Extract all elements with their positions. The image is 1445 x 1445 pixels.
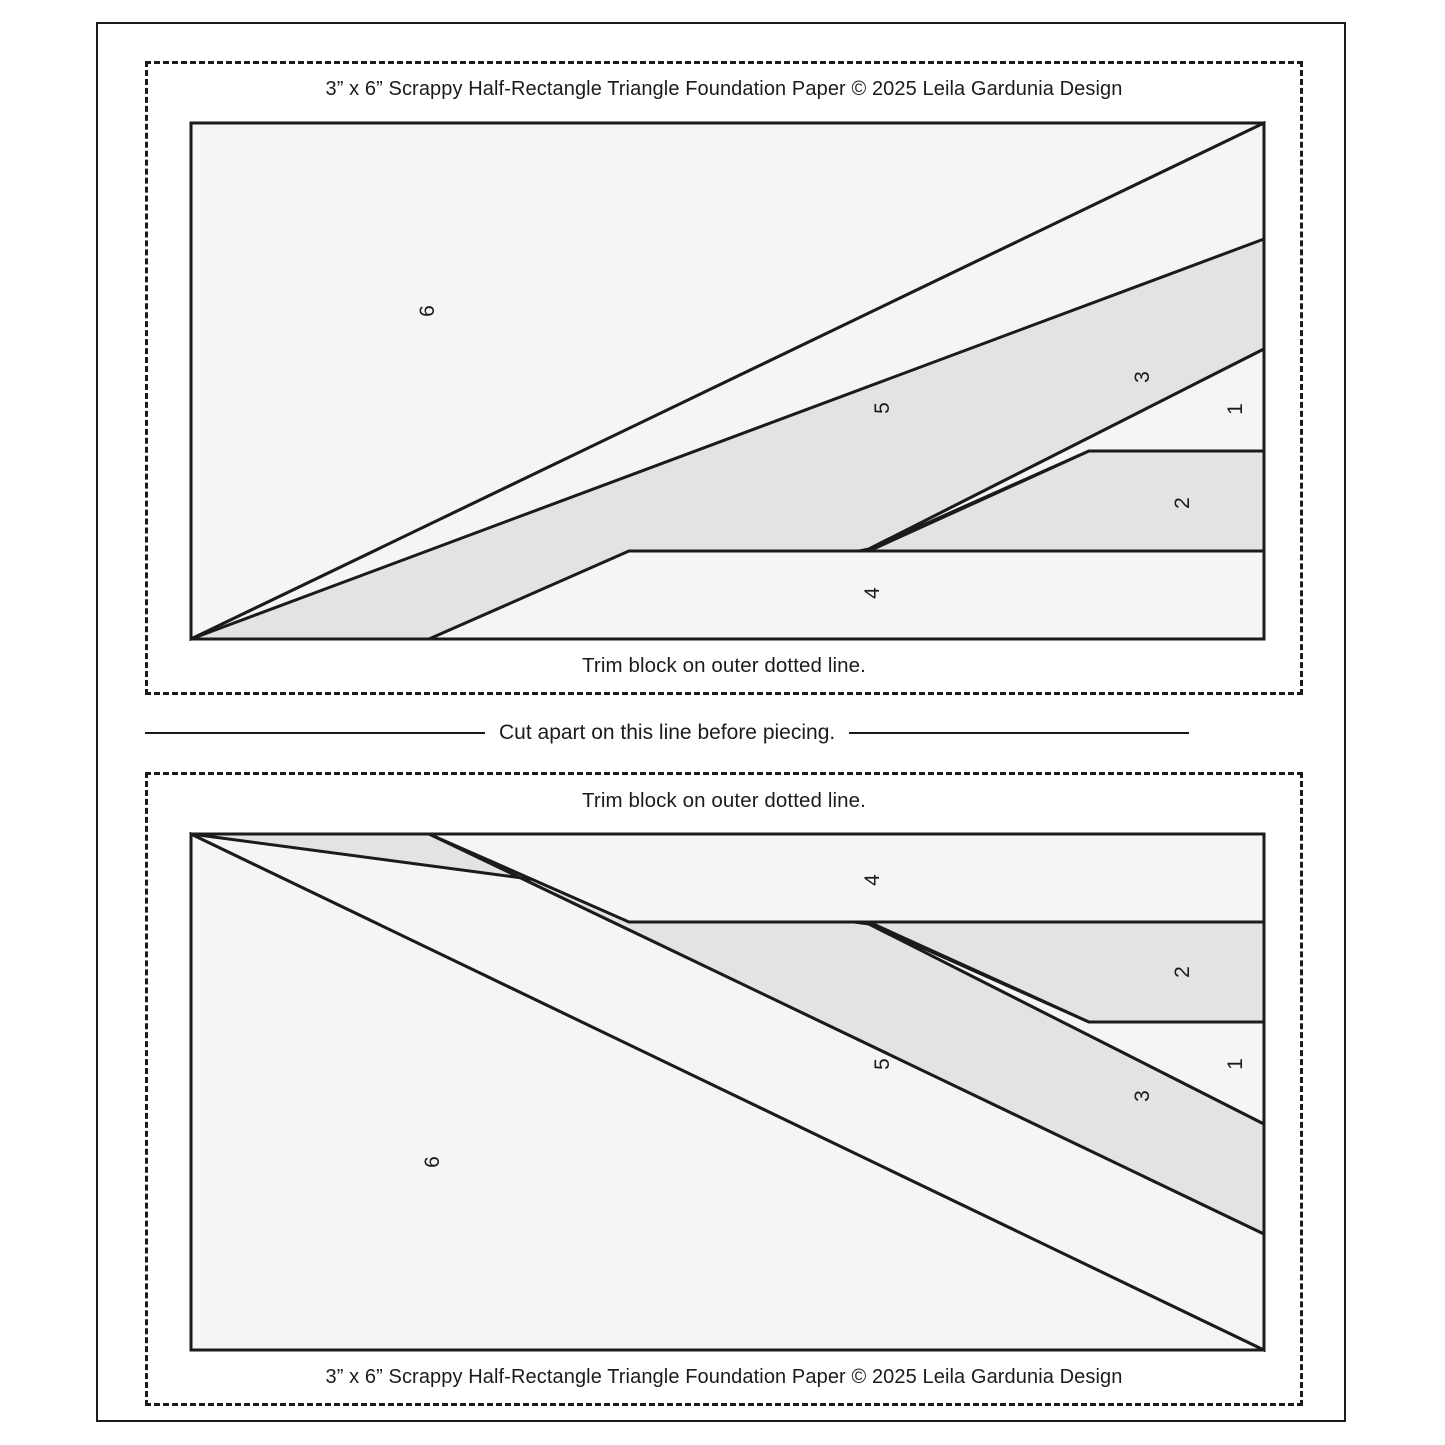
block-bottom-trim-note: Trim block on outer dotted line. [582,789,866,812]
piece-label-6: 6 [416,305,439,317]
piece-label-3: 3 [1131,371,1154,383]
block-top-svg [189,121,1266,641]
piece-label-3: 3 [1131,1090,1154,1102]
block-bottom-svg [189,832,1266,1352]
block-bottom-title: 3” x 6” Scrappy Half-Rectangle Triangle Foundation Paper © 2025 Leila Gardunia Design [325,1366,1123,1388]
piece-label-4: 4 [861,587,884,599]
block-top-title: 3” x 6” Scrappy Half-Rectangle Triangle Foundation Paper © 2025 Leila Gardunia Design [325,78,1123,100]
piece-label-2: 2 [1171,497,1194,509]
piece-label-2: 2 [1171,966,1194,978]
cut-rule-right [849,732,1189,734]
cut-line-label: Cut apart on this line before piecing. [499,721,836,744]
piece-label-4: 4 [861,874,884,886]
piece-label-1: 1 [1224,1058,1247,1070]
foundation-paper-page [96,22,1346,1422]
block-top-diagram [189,121,1266,641]
block-top-trim-note: Trim block on outer dotted line. [582,654,866,677]
block-top-trim-boundary [145,61,1303,695]
cut-apart-line [145,712,1303,754]
cut-rule-left [145,732,485,734]
piece-label-1: 1 [1224,403,1247,415]
block-bottom-trim-boundary [145,772,1303,1406]
piece-label-6: 6 [421,1156,444,1168]
piece-label-5: 5 [871,402,894,414]
piece-label-5: 5 [871,1058,894,1070]
block-bottom-diagram [189,832,1266,1352]
